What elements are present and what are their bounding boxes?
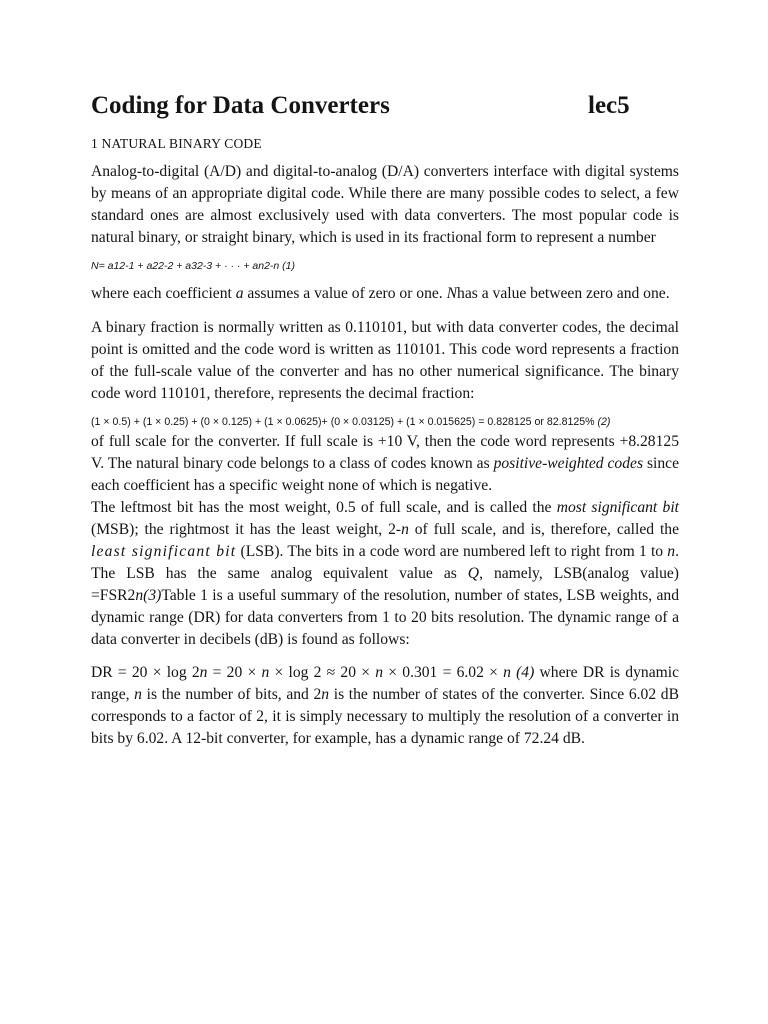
lecture-tag: lec5 <box>588 92 630 119</box>
text-segment: , namely, LSB(analog value) =FSR2 <box>91 565 679 604</box>
equation-2 <box>91 415 679 429</box>
var-n-eq4: n (4) <box>503 664 535 681</box>
text-segment: The leftmost bit has the most weight, 0.5 of full scale, and is called the <box>91 499 557 516</box>
document-page <box>91 92 679 750</box>
text-segment: where DR is dynamic range, <box>91 664 680 703</box>
var-n: n <box>199 664 208 681</box>
var-n: n <box>261 664 270 681</box>
paragraph-coefficients <box>91 283 679 305</box>
text-segment: (LSB). The bits in a code word are numbered left to right from 1 to <box>236 543 668 560</box>
var-n: n <box>321 686 330 703</box>
text-segment: (MSB); the rightmost it has the least weight, 2- <box>91 521 402 538</box>
text-segment: . The LSB has the same analog equivalent value as <box>91 543 679 582</box>
paragraph-dynamic-range <box>91 662 679 750</box>
text-segment: is the number of states of the converter. Since 6.02 dB corresponds to a factor of 2, it is simply necessary to multiply the resolution of a converter in bits by 6.02. A 12-bit converter, for example, has a dynamic range of 72.24 dB. <box>91 686 679 747</box>
var-n: n <box>134 686 142 703</box>
paragraph-intro: Analog-to-digital (A/D) and digital-to-analog (D/A) converters interface with digital systems by means of an appropriate digital code. While there are many possible codes to select, a few standard ones are almost exclusively used with data converters. The most popular code is natural binary, or straight binary, which is used in its fractional form to represent a number <box>91 163 679 246</box>
text-segment: × log 2 ≈ 20 × <box>269 664 376 681</box>
text-segment: Table 1 is a useful summary of the resolution, number of states, LSB weights, and dynamic range (DR) for data converters from 1 to 20 bits resolution. The dynamic range of a data converter in decibels (dB) is found as follows: <box>91 587 679 648</box>
italic-least-significant-bit: least significant bit <box>91 543 237 560</box>
text-segment: DR = 20 × log 2 <box>91 664 200 681</box>
text-segment: assumes a value of zero or one. <box>243 285 447 302</box>
text-segment: = 20 × <box>207 664 262 681</box>
text-segment: where each coefficient <box>91 285 236 302</box>
var-n: n <box>401 521 409 538</box>
var-n: n <box>667 543 676 560</box>
paragraph-msb-lsb <box>91 497 679 651</box>
var-a: a <box>235 285 244 302</box>
italic-positive-weighted: positive-weighted codes <box>493 455 644 472</box>
text-segment: of full scale for the converter. If full scale is +10 V, then the code word represents +8.28125 V. The natural binary code belongs to a class of codes known as <box>91 433 679 472</box>
text-segment: of full scale, and is, therefore, called the <box>408 521 679 538</box>
text-segment: since each coefficient has a specific weight none of which is negative. <box>91 455 679 494</box>
paragraph-binary-fraction: A binary fraction is normally written as 0.110101, but with data converter codes, the decimal point is omitted and the code word is written as 110101. This code word represents a fraction of the full-scale value of the converter and has no other numerical significance. The binary code word 110101, therefore, represents the decimal fraction: <box>91 319 679 402</box>
paragraph-full-scale <box>91 431 679 497</box>
var-n: n <box>375 664 384 681</box>
var-n: N <box>446 285 458 302</box>
document-title: Coding for Data Converters <box>91 92 390 119</box>
text-segment: × 0.301 = 6.02 × <box>383 664 504 681</box>
equation-2-body: (1 × 0.5) + (1 × 0.25) + (0 × 0.125) + (1 × 0.0625)+ (0 × 0.03125) + (1 × 0.015625) = 0.828125 or 82.8125% <box>91 416 595 428</box>
equation-1: N= a12-1 + a22-2 + a32-3 + · · · + an2-n (1) <box>91 260 295 272</box>
italic-most-significant-bit: most significant bit <box>556 499 679 516</box>
equation-2-number: (2) <box>594 416 611 428</box>
title-row <box>91 92 679 132</box>
var-q: Q <box>467 565 480 582</box>
text-segment: is the number of bits, and 2 <box>141 686 322 703</box>
section-heading: 1 NATURAL BINARY CODE <box>91 136 262 151</box>
text-segment: has a value between zero and one. <box>457 285 670 302</box>
var-n-eq3: n(3) <box>135 587 162 604</box>
